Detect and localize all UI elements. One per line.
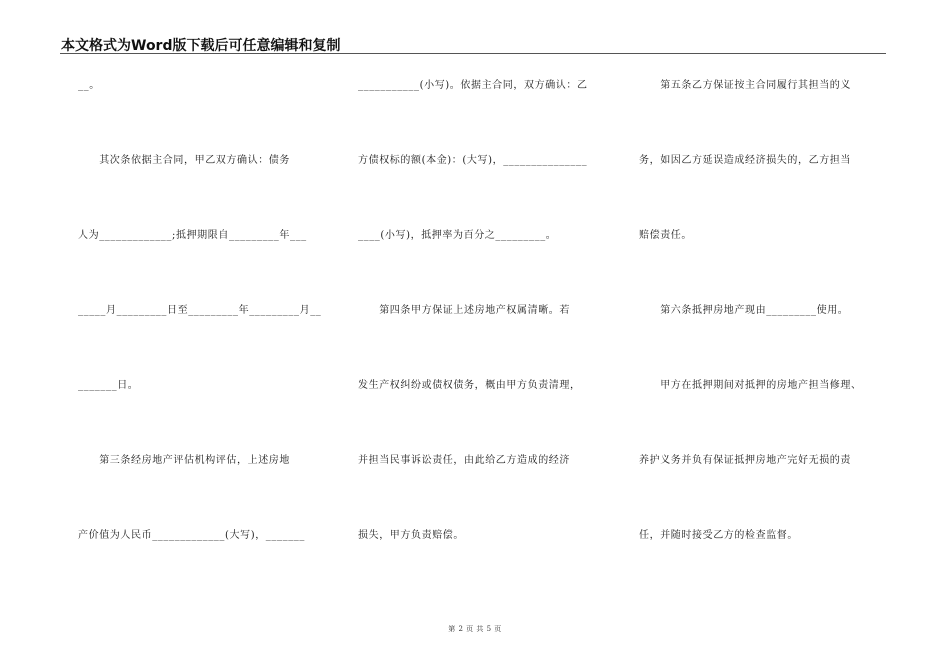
text-line: __。 xyxy=(78,80,100,91)
text-line: 损失，甲方负责赔偿。 xyxy=(358,530,464,541)
text-line: 第六条抵押房地产现由_________使用。 xyxy=(639,305,849,316)
page-number: 第 2 页 共 5 页 xyxy=(448,625,502,633)
text-line: ____(小写)，抵押率为百分之_________。 xyxy=(358,230,557,241)
header-divider xyxy=(60,53,886,54)
document-header-title: 本文格式为Word版下载后可任意编辑和复制 xyxy=(61,38,341,54)
text-line: 并担当民事诉讼责任，由此给乙方造成的经济 xyxy=(358,455,570,466)
text-line: 发生产权纠纷或债权债务，概由甲方负责清理， xyxy=(358,380,581,391)
text-line: 甲方在抵押期间对抵押的房地产担当修理、 xyxy=(639,380,862,391)
text-line: 产价值为人民币_____________(大写)，_______ xyxy=(78,530,306,541)
text-line: 务，如因乙方延误造成经济损失的，乙方担当 xyxy=(639,155,851,166)
text-line: 方债权标的额(本金)：(大写)，_______________ xyxy=(358,155,588,166)
text-line: 人为_____________;抵押期限自_________年___ xyxy=(78,230,307,241)
text-line: 其次条依据主合同，甲乙双方确认：债务 xyxy=(78,155,290,166)
text-line: _____月_________日至_________年_________月__ xyxy=(78,305,322,316)
text-line: 第三条经房地产评估机构评估，上述房地 xyxy=(78,455,290,466)
text-line: 任，并随时接受乙方的检查监督。 xyxy=(639,530,798,541)
text-line: 第五条乙方保证按主合同履行其担当的义 xyxy=(639,80,851,91)
text-line: 养护义务并负有保证抵押房地产完好无损的责 xyxy=(639,455,851,466)
text-line: 赔偿责任。 xyxy=(639,230,692,241)
text-line: 第四条甲方保证上述房地产权属清晰。若 xyxy=(358,305,570,316)
text-line: _______日。 xyxy=(78,380,139,391)
text-line: ___________(小写)。依据主合同，双方确认：乙 xyxy=(358,80,588,91)
